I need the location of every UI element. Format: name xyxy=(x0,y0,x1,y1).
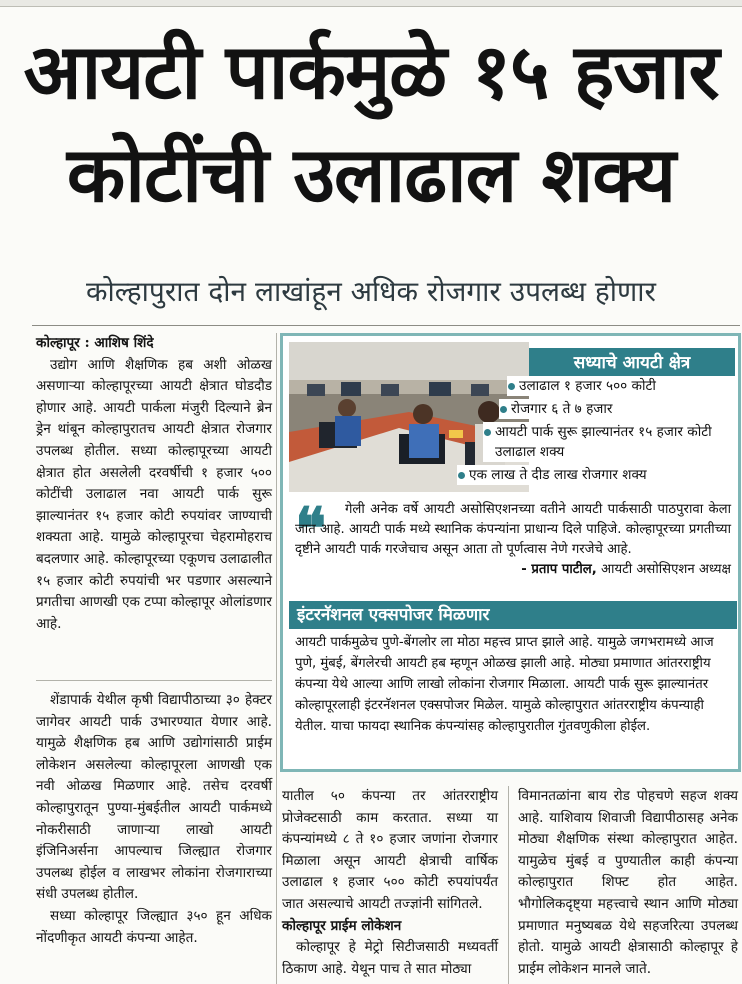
quote-author-role: आयटी असोसिएशन अध्यक्ष xyxy=(600,562,731,577)
left-column-continued xyxy=(36,690,272,949)
middle-column xyxy=(282,786,498,980)
section-subhead: कोल्हापूर प्राईम लोकेशन xyxy=(282,917,402,934)
list-item: आयटी पार्क सुरू झाल्यानंतर १५ हजार कोटी उलाढाल शक्य xyxy=(483,422,737,462)
article-paragraph: यातील ५० कंपन्या तर आंतरराष्ट्रीय प्रोजेक्टसाठी काम करतात. सध्या या कंपन्यांमध्ये ८ ते १० हजार जणांना रोजगार मिळाला असून आयटी क्षेत्राची वार्षिक उलाढाल १ हजार ५०० कोटी रुपयांपर्यंत जात असल्याचे आयटी तज्ज्ञांनी सांगितले. xyxy=(282,788,498,912)
column-divider xyxy=(508,786,509,984)
subheadline: कोल्हापुरात दोन लाखांहून अधिक रोजगार उपलब्ध होणार xyxy=(85,275,656,308)
current-it-title: सध्याचे आयटी क्षेत्र xyxy=(529,348,735,378)
article-paragraph: विमानतळांना बाय रोड पोहचणे सहज शक्य आहे. याशिवाय शिवाजी विद्यापीठासह अनेक मोठ्या शैक्षणिक संस्था कोल्हापुरात आहेत. यामुळेच मुंबई व पुण्यातील काही कंपन्या कोल्हापुरात शिफ्ट होत आहेत. भौगोलिकदृष्ट्या महत्त्वाचे स्थान आणि मोठ्या प्रमाणात मनुष्यबळ येथे सहजरित्या उपलब्ध होतो. यामुळे आयटी क्षेत्रासाठी कोल्हापूर हे प्राईम लोकेशन मानले जाते. xyxy=(518,788,738,977)
left-column xyxy=(36,333,272,635)
headline-line-2: कोटींची उलाढाल शक्य xyxy=(66,130,676,220)
quote-text: गेली अनेक वर्षे आयटी असोसिएशनच्या वतीने आयटी पार्कसाठी पाठपुरावा केला जात आहे. आयटी पार्क मध्ये स्थानिक कंपन्यांना प्राधान्य दिले पाहिजे. कोल्हापूरच्या प्रगतीच्या दृष्टीने आयटी पार्क गरजेचाच असून आता तो पूर्णत्वास नेणे गरजेचे आहे. xyxy=(295,502,731,557)
column-divider xyxy=(276,333,277,984)
quote-mark-icon: ❝ xyxy=(295,495,327,563)
list-item: एक लाख ते दीड लाख रोजगार शक्य xyxy=(457,465,737,485)
international-body: आयटी पार्कमुळेच पुणे-बेंगलोर ला मोठा महत्त्व प्राप्त झाले आहे. यामुळे जगभरामध्ये आज पुणे, मुंबई, बेंगलेरची आयटी हब म्हणून ओळख झाली आहे. मोठ्या प्रमाणात आंतरराष्ट्रीय कंपन्या येथे आल्या आणि लाखो लोकांना रोजगार मिळाला. आयटी पार्क सुरू झाल्यानंतर कोल्हापूरलाही इंटरनॅशनल एक्सपोजर मिळेल. यामुळे कोल्हापुरात आंतरराष्ट्रीय कंपन्याही येतील. याचा फायदा स्थानिक कंपन्यांसह कोल्हापुरातील गुंतवणुकीला होईल. xyxy=(295,635,714,734)
headline-line-1: आयटी पार्कमुळे १५ हजार xyxy=(23,27,719,116)
section-divider xyxy=(36,680,272,681)
byline: कोल्हापूर : आशिष शिंदे xyxy=(36,335,154,351)
current-it-list xyxy=(443,376,737,488)
feature-box xyxy=(280,333,741,772)
article-paragraph: उद्योग आणि शैक्षणिक हब अशी ओळख असणाऱ्या कोल्हापूरच्या आयटी क्षेत्रात घोडदौड होणार आहे. आयटी पार्कला मंजुरी दिल्याने ब्रेन ड्रेन थांबून कोल्हापुरातच आयटी क्षेत्रात रोजगार उपलब्ध होतील. सध्या कोल्हापूरच्या आयटी क्षेत्रात होत असलेली दरवर्षीची १ हजार ५०० कोटींची उलाढाल नवा आयटी पार्क सुरू झाल्यानंतर १५ हजार कोटी रुपयांवर जाण्याची शक्यता आहे. यामुळे कोल्हापूरचा चेहरामोहराच बदलणार आहे. कोल्हापूरच्या एकूणच उलाढालीत १५ हजार कोटी रुपयांची भर पडणार असल्याने प्रगतीचा आणखी एक टप्पा कोल्हापूर ओलांडणार आहे. xyxy=(36,356,272,632)
article-paragraph: सध्या कोल्हापूर जिल्ह्यात ३५० हून अधिक नोंदणीकृत आयटी कंपन्या आहेत. xyxy=(36,907,272,946)
article-paragraph: कोल्हापूर हे मेट्रो सिटीजसाठी मध्यवर्ती ठिकाण आहे. येथून पाच ते सात मोठ्या xyxy=(282,939,498,977)
international-title: इंटरनॅशनल एक्सपोजर मिळणार xyxy=(289,601,737,629)
quote-block xyxy=(295,495,731,580)
list-item: रोजगार ६ ते ७ हजार xyxy=(499,399,737,419)
quote-author xyxy=(295,560,731,580)
headline xyxy=(0,20,742,227)
top-strip xyxy=(0,0,742,7)
subheadline-rule xyxy=(32,325,740,326)
list-item: उलाढाल १ हजार ५०० कोटी xyxy=(507,376,737,396)
quote-author-name: - प्रताप पाटील, xyxy=(521,562,597,577)
article-paragraph: शेंडापार्क येथील कृषी विद्यापीठाच्या ३० हेक्टर जागेवर आयटी पार्क उभारण्यात येणार आहे. यामुळे शैक्षणिक हब आणि उद्योगांसाठी प्राईम लोकेशन असलेल्या कोल्हापूरला आणखी एक नवी ओळख मिळणार आहे. तसेच दरवर्षी कोल्हापुरातून पुण्या-मुंबईतील आयटी पार्कमध्ये नोकरीसाठी जाणाऱ्या लाखो आयटी इंजिनिअर्सना आपल्याच जिल्ह्यात रोजगार उपलब्ध होईल व लाखभर लोकांना रोजगाराच्या संधी उपलब्ध होतील. xyxy=(36,692,272,903)
right-column xyxy=(518,786,738,980)
